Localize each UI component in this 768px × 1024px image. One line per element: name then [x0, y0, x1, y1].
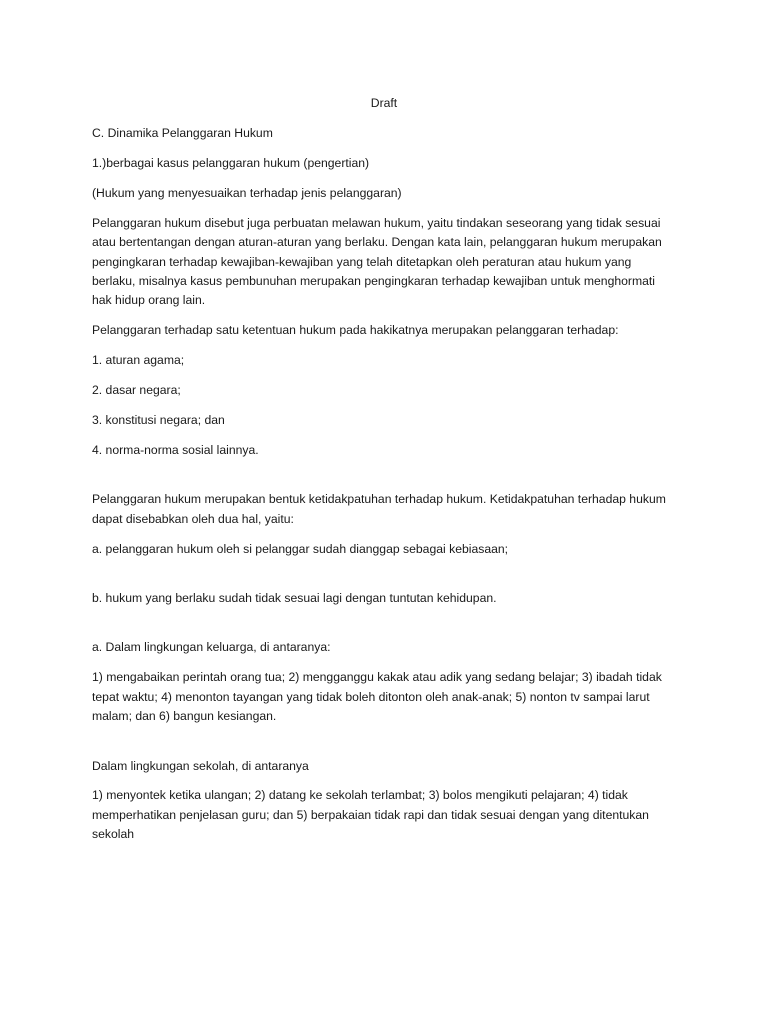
paragraph-noncompliance: Pelanggaran hukum merupakan bentuk ketidakpatuhan terhadap hukum. Ketidakpatuhan terhadap hukum dapat disebabkan oleh dua hal, yaitu: [92, 492, 666, 526]
document-body [92, 124, 677, 845]
list-item: 1. aturan agama; [92, 353, 185, 368]
family-text: 1) mengabaikan perintah orang tua; 2) mengganggu kakak atau adik yang sedang belajar; 3) ibadah tidak tepat waktu; 4) menonton tayangan yang tidak boleh ditonton oleh anak-anak; 5) nonton tv sampai larut malam; dan 6) bangun kesiangan. [92, 670, 662, 724]
document-title: Draft [370, 96, 398, 110]
subheading-note: (Hukum yang menyesuaikan terhadap jenis pelanggaran) [92, 185, 402, 200]
cause-a: a. pelanggaran hukum oleh si pelanggar sudah dianggap sebagai kebiasaan; [92, 541, 509, 556]
school-text: 1) menyontek ketika ulangan; 2) datang ke sekolah terlambat; 3) bolos mengikuti pelajaran; 4) tidak memperhatikan penjelasan guru; dan 5) berpakaian tidak rapi dan tidak sesuai dengan yang ditentukan sekolah [92, 788, 649, 842]
subheading-definition: 1.)berbagai kasus pelanggaran hukum (pengertian) [92, 155, 370, 170]
section-heading: C. Dinamika Pelanggaran Hukum [92, 126, 273, 140]
paragraph-definition: Pelanggaran hukum disebut juga perbuatan melawan hukum, yaitu tindakan seseorang yang tidak sesuai atau bertentangan dengan aturan-aturan yang berlaku. Dengan kata lain, pelanggaran hukum merupakan pengingkaran terhadap kewajiban-kewajiban yang telah ditetapkan oleh peraturan atau hukum yang berlaku, misalnya kasus pembunuhan merupakan pengingkaran terhadap kewajiban untuk menghormati hak hidup orang lain. [92, 215, 662, 308]
list-item: 3. konstitusi negara; dan [92, 412, 225, 427]
list-item: 4. norma-norma sosial lainnya. [92, 442, 259, 457]
school-heading: Dalam lingkungan sekolah, di antaranya [92, 758, 309, 773]
paragraph-violation-intro: Pelanggaran terhadap satu ketentuan hukum pada hakikatnya merupakan pelanggaran terhadap: [92, 323, 619, 338]
cause-b: b. hukum yang berlaku sudah tidak sesuai lagi dengan tuntutan kehidupan. [92, 591, 497, 605]
family-heading: a. Dalam lingkungan keluarga, di antaranya: [92, 640, 331, 655]
list-item: 2. dasar negara; [92, 383, 181, 398]
